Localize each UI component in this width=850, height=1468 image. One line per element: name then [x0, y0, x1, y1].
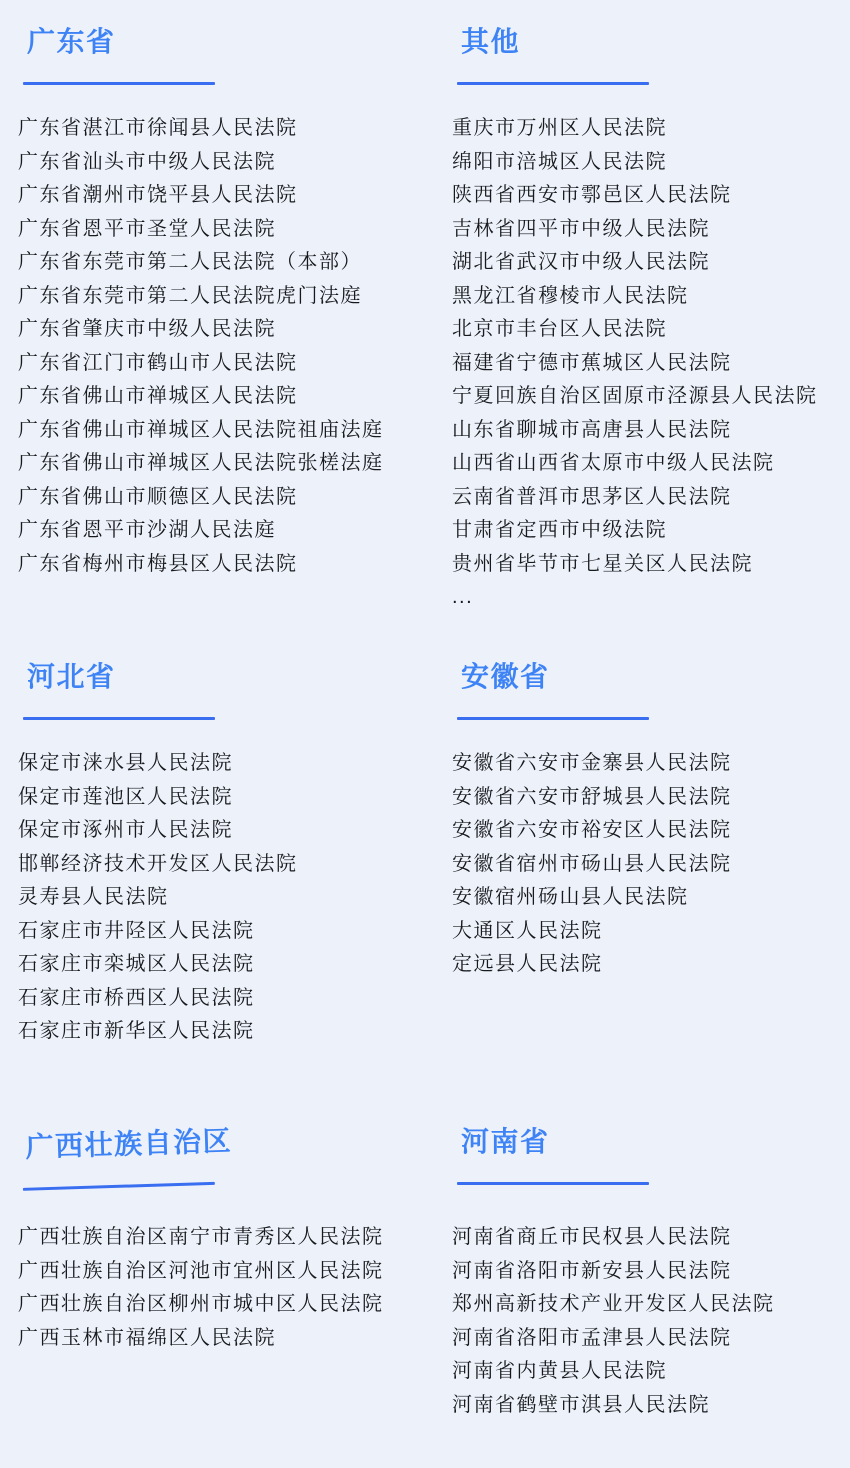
section-hebei [18, 662, 298, 1049]
court-item: 广东省东莞市第二人民法院虎门法庭 [18, 284, 362, 307]
court-item: 云南省普洱市思茅区人民法院 [452, 485, 732, 508]
court-item: 广东省佛山市顺德区人民法院 [18, 485, 298, 508]
section-title-guangdong: 广东省 [27, 26, 116, 57]
court-item: 灵寿县人民法院 [18, 886, 169, 908]
court-item: 安徽省宿州市砀山县人民法院 [452, 852, 732, 875]
court-item: 河南省洛阳市新安县人民法院 [452, 1259, 732, 1282]
court-item: 定远县人民法院 [452, 953, 603, 975]
title-underline [457, 717, 649, 720]
section-title-henan: 河南省 [461, 1126, 550, 1157]
title-underline [457, 82, 649, 85]
section-henan [452, 1127, 775, 1422]
court-item: 大通区人民法院 [452, 919, 603, 942]
court-item: 广东省恩平市沙湖人民法庭 [18, 519, 276, 541]
court-item: 广东省湛江市徐闻县人民法院 [18, 117, 298, 139]
court-item: 广东省东莞市第二人民法院（本部） [18, 251, 362, 273]
title-underline [23, 82, 215, 85]
court-item: 石家庄市新华区人民法院 [18, 1020, 255, 1042]
title-underline [23, 717, 215, 720]
court-item: 宁夏回族自治区固原市泾源县人民法院 [452, 385, 818, 407]
court-item: 广东省江门市鹤山市人民法院 [18, 351, 298, 374]
court-item: 重庆市万州区人民法院 [452, 117, 667, 139]
section-anhui [452, 662, 732, 982]
court-item: 山东省聊城市高唐县人民法院 [452, 418, 732, 441]
court-list-guangdong [18, 112, 384, 581]
court-item: 湖北省武汉市中级人民法院 [452, 251, 710, 273]
section-title-guangxi: 广西壮族自治区 [25, 1125, 233, 1163]
section-guangdong [18, 27, 384, 581]
court-item: 安徽宿州砀山县人民法院 [452, 886, 689, 908]
court-item: 石家庄市栾城区人民法院 [18, 953, 255, 975]
court-item: 保定市涞水县人民法院 [18, 752, 233, 774]
court-item: 广东省恩平市圣堂人民法院 [18, 217, 276, 240]
court-item: 陕西省西安市鄠邑区人民法院 [452, 184, 732, 206]
court-item: 黑龙江省穆棱市人民法院 [452, 284, 689, 307]
court-item: 广西玉林市福绵区人民法院 [18, 1326, 276, 1349]
court-item: 贵州省毕节市七星关区人民法院 [452, 552, 753, 575]
court-item: 安徽省六安市裕安区人民法院 [452, 819, 732, 841]
court-item: 石家庄市井陉区人民法院 [18, 919, 255, 942]
court-item: 邯郸经济技术开发区人民法院 [18, 852, 298, 875]
court-list-henan [452, 1221, 775, 1422]
court-item: 广西壮族自治区河池市宜州区人民法院 [18, 1259, 384, 1282]
section-header [452, 662, 732, 720]
court-item: 广东省佛山市禅城区人民法院祖庙法庭 [18, 418, 384, 441]
section-header-tilted [16, 1122, 383, 1191]
court-item: 石家庄市桥西区人民法院 [18, 986, 255, 1009]
section-other [452, 27, 818, 615]
court-item: 广东省潮州市饶平县人民法院 [18, 184, 298, 206]
court-item: 广东省梅州市梅县区人民法院 [18, 552, 298, 575]
section-header [452, 27, 818, 85]
section-guangxi [18, 1125, 384, 1355]
court-item: 福建省宁德市蕉城区人民法院 [452, 351, 732, 374]
court-item: 河南省鹤壁市淇县人民法院 [452, 1393, 710, 1416]
court-list-hebei [18, 747, 298, 1049]
court-item: 安徽省六安市舒城县人民法院 [452, 785, 732, 808]
section-title-other: 其他 [461, 26, 521, 57]
court-item: 广东省汕头市中级人民法院 [18, 150, 276, 173]
title-underline [23, 1182, 215, 1191]
court-item: 河南省内黄县人民法院 [452, 1360, 667, 1382]
court-list-other [452, 112, 818, 615]
court-item: 北京市丰台区人民法院 [452, 318, 667, 340]
court-item: 绵阳市涪城区人民法院 [452, 150, 667, 173]
court-item: 广东省佛山市禅城区人民法院 [18, 385, 298, 407]
court-item: 山西省山西省太原市中级人民法院 [452, 452, 775, 474]
section-title-anhui: 安徽省 [461, 661, 550, 692]
court-item: 广西壮族自治区南宁市青秀区人民法院 [18, 1226, 384, 1248]
court-item: 河南省商丘市民权县人民法院 [452, 1226, 732, 1248]
section-title-hebei: 河北省 [27, 661, 116, 692]
court-item: 保定市涿州市人民法院 [18, 819, 233, 841]
court-item: 郑州高新技术产业开发区人民法院 [452, 1293, 775, 1315]
section-header [18, 27, 384, 85]
court-list-guangxi [18, 1221, 384, 1355]
court-item: 甘肃省定西市中级法院 [452, 519, 667, 541]
court-list-anhui [452, 747, 732, 982]
section-header [452, 1127, 775, 1185]
court-item: 广东省佛山市禅城区人民法院张槎法庭 [18, 452, 384, 474]
title-underline [457, 1182, 649, 1185]
court-item: 安徽省六安市金寨县人民法院 [452, 752, 732, 774]
court-item: 广东省肇庆市中级人民法院 [18, 318, 276, 340]
court-item: 广西壮族自治区柳州市城中区人民法院 [18, 1293, 384, 1315]
court-item: 保定市莲池区人民法院 [18, 785, 233, 808]
court-item: 河南省洛阳市孟津县人民法院 [452, 1326, 732, 1349]
court-item: ... [452, 586, 474, 608]
section-header [18, 662, 298, 720]
court-item: 吉林省四平市中级人民法院 [452, 217, 710, 240]
